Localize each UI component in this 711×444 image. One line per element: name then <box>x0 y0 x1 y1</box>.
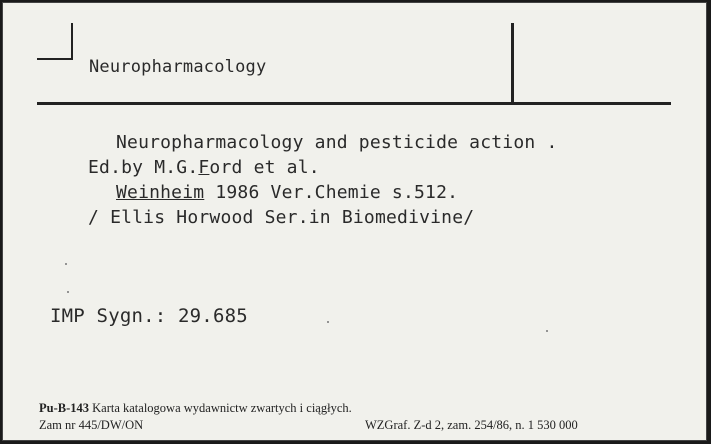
form-caption <box>39 401 352 416</box>
heading-divider-vertical <box>511 23 514 103</box>
editor-suffix: ord et al. <box>209 157 320 178</box>
paper-speck <box>546 330 548 332</box>
paper-speck <box>65 263 67 265</box>
paper-speck <box>327 321 329 323</box>
editor-prefix: Ed.by M.G. <box>88 157 199 178</box>
paper-speck <box>67 291 69 293</box>
imprint-line <box>116 182 458 203</box>
corner-mark-horizontal <box>37 58 73 60</box>
imprint-rest: 1986 Ver.Chemie s.512. <box>215 182 459 203</box>
editor-underlined-letter: F <box>198 157 210 178</box>
series-line: / Ellis Horwood Ser.in Biomedivine/ <box>88 207 475 228</box>
catalog-card <box>2 2 707 441</box>
call-number: IMP Sygn.: 29.685 <box>50 305 248 327</box>
subject-heading: Neuropharmacology <box>89 57 267 77</box>
form-title: Karta katalogowa wydawnictw zwartych i ciągłych. <box>89 401 352 415</box>
title-line: Neuropharmacology and pesticide action . <box>116 132 558 153</box>
printer-info: WZGraf. Z-d 2, zam. 254/86, n. 1 530 000 <box>365 418 578 432</box>
order-number: Zam nr 445/DW/ON <box>39 418 144 432</box>
imprint-place: Weinheim <box>116 182 205 203</box>
corner-mark-vertical <box>71 23 73 59</box>
editor-line <box>88 157 320 178</box>
form-code: Pu-B-143 <box>39 401 89 415</box>
heading-rule <box>37 102 671 105</box>
